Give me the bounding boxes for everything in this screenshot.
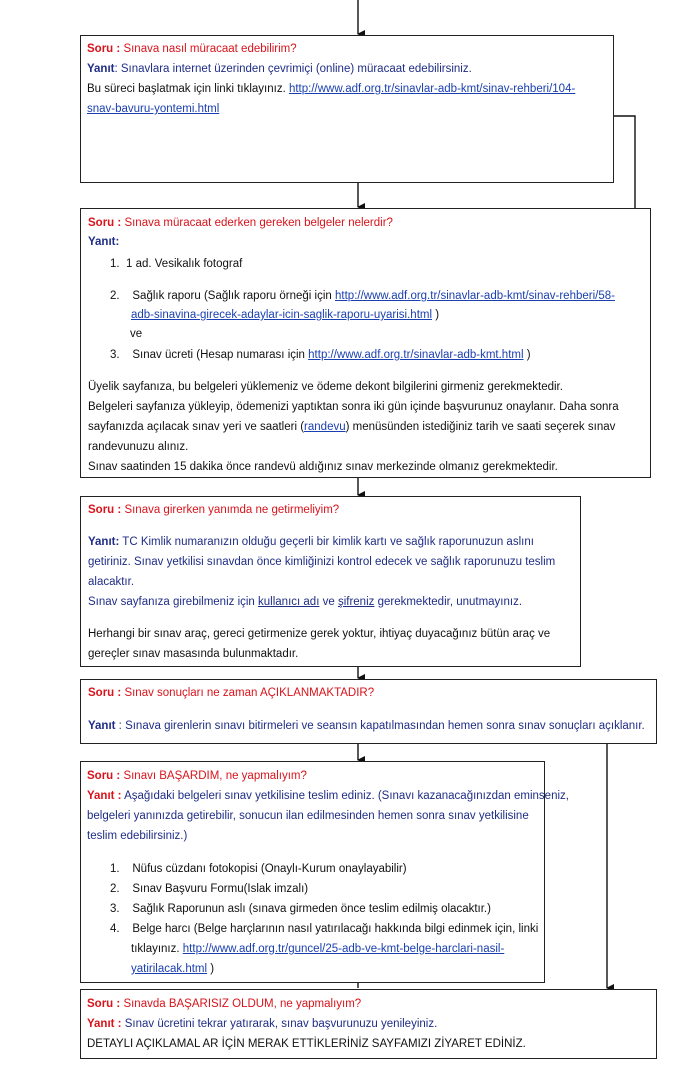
note-line: gereçler sınav masasında bulunmaktadır.: [88, 648, 299, 660]
yanit-label: Yanıt :: [87, 790, 122, 802]
answer-line: [88, 716, 645, 736]
answer-text: TC Kimlik numaranızın olduğu geçerli bir kimlik kartı ve sağlık raporunuzun aslını: [119, 536, 534, 548]
answer-line: [88, 592, 522, 612]
list-item: [110, 899, 491, 919]
q2-question-line: [88, 213, 393, 233]
answer-line: alacaktır.: [88, 576, 135, 588]
item-text: ): [207, 963, 215, 975]
paragraph: randevunuzu alınız.: [88, 441, 189, 453]
answer-text: : Sınava girenlerin sınavı bitirmeleri ve seansın kapatılmasından hemen sonra sınav sonuçları açıklanır.: [115, 720, 645, 732]
application-link-cont[interactable]: snav-bavuru-yontemi.html: [87, 103, 220, 115]
item-number: 4.: [110, 923, 120, 935]
fee-info-link-cont[interactable]: yatirilacak.html: [131, 963, 208, 975]
question-text: Sınavda BAŞARISIZ OLDUM, ne yapmalıyım?: [123, 998, 362, 1010]
answer-line: belgeleri yanınızda getirebilir, sonucun ilan edilmesinden hemen sonra sınav yetkilisine: [87, 810, 529, 822]
yanit-label: Yanıt:: [88, 236, 120, 248]
health-report-link[interactable]: http://www.adf.org.tr/sinavlar-adb-kmt/sinav-rehberi/58-: [335, 290, 615, 302]
item-text: Belge harcı (Belge harçlarının nasıl yatırılacağı hakkında bilgi edinmek için, linki: [132, 923, 539, 935]
item-text: Nüfus cüzdanı fotokopisi (Onaylı-Kurum onaylayabilir): [132, 863, 407, 875]
item-text: 1 ad. Vesikalık fotograf: [125, 258, 243, 270]
item-number: 3.: [110, 349, 120, 361]
answer-text: Sınav ücretini tekrar yatırarak, sınav başvurunuzu yenileyiniz.: [121, 1018, 438, 1030]
question-text: Sınava girerken yanımda ne getirmeliyim?: [124, 504, 340, 516]
answer-line: [88, 532, 534, 552]
answer-line: getiriniz. Sınav yetkilisi sınavdan önce kimliğinizi kontrol edecek ve sağlık raporunuzu teslim: [88, 556, 556, 568]
list-item: [110, 345, 531, 365]
note-line: Herhangi bir sınav araç, gereci getirmenize gerek yoktur, ihtiyaç duyacağınız bütün araç ve: [88, 628, 551, 640]
ve-text: ve: [130, 328, 143, 340]
item-text: Sağlık raporu (Sağlık raporu örneği için: [132, 290, 336, 302]
answer-text: Aşağıdaki belgeleri sınav yetkilisine teslim ediniz. (Sınavı kazanacağınızdan eminseniz,: [121, 790, 569, 802]
item-number: 1.: [110, 863, 120, 875]
answer-line: [87, 786, 569, 806]
yanit-label: Yanıt:: [88, 536, 120, 548]
account-number-link[interactable]: http://www.adf.org.tr/sinavlar-adb-kmt.html: [308, 349, 524, 361]
footer-note: DETAYLI AÇIKLAMAL AR İÇİN MERAK ETTİKLERİNİZ SAYFAMIZI ZİYARET EDİNİZ.: [87, 1038, 526, 1050]
paragraph-text: ) menüsünden istediğiniz tarih ve saati seçerek sınav: [345, 421, 616, 433]
list-item-cont: [131, 939, 504, 959]
soru-label: Soru :: [88, 687, 122, 699]
question-text: Sınava müracaat ederken gereken belgeler nelerdir?: [124, 217, 393, 229]
item-text: Sınav ücreti (Hesap numarası için: [132, 349, 309, 361]
yanit-label: Yanıt: [88, 720, 116, 732]
paragraph: Sınav saatinden 15 dakika önce randevü aldığınız sınav merkezinde olmanız gerekmektedir.: [88, 461, 558, 473]
yanit-label: Yanıt :: [87, 1018, 122, 1030]
paragraph: Üyelik sayfanıza, bu belgeleri yüklemeniz ve ödeme dekont bilgilerini girmeniz gerekmektedir.: [88, 381, 563, 393]
q1-link-line: [87, 79, 575, 99]
q1-question-line: [87, 39, 297, 59]
item-text: tıklayınız.: [131, 943, 183, 955]
answer-line: teslim edebilirsiniz.): [87, 830, 188, 842]
soru-label: Soru :: [87, 770, 121, 782]
q3-question-line: [88, 500, 339, 520]
question-text: Sınavı BAŞARDIM, ne yapmalıyım?: [123, 770, 307, 782]
item-text: ): [432, 309, 440, 321]
item-number: 3.: [110, 903, 120, 915]
answer-text: gerekmektedir, unutmayınız.: [374, 596, 523, 608]
question-text: Sınava nasıl müracaat edebilirim?: [123, 43, 297, 55]
item-text: ): [523, 349, 531, 361]
q6-question-line: [87, 994, 361, 1014]
item-number: 1.: [110, 258, 120, 270]
paragraph: [88, 417, 615, 437]
list-item: [110, 919, 538, 939]
username-term: kullanıcı adı: [258, 596, 320, 608]
answer-text: : Sınavlara internet üzerinden çevrimiçi (online) müracaat edebilirsiniz.: [114, 63, 472, 75]
paragraph-text: sayfanızda açılacak sınav yeri ve saatleri (: [88, 421, 305, 433]
q5-question-line: [87, 766, 307, 786]
password-term: şifreniz: [337, 596, 375, 608]
list-item: [110, 859, 407, 879]
item-number: 2.: [110, 290, 120, 302]
health-report-link-cont[interactable]: adb-sinavina-girecek-adaylar-icin-saglik-raporu-uyarisi.html: [131, 309, 433, 321]
answer-text: Sınav sayfanıza girebilmeniz için: [88, 596, 259, 608]
paragraph: Belgeleri sayfanıza yükleyip, ödemenizi yaptıktan sonra iki gün içinde başvurunuz onaylanır. Daha sonra: [88, 401, 619, 413]
link-intro-text: Bu süreci başlatmak için linki tıklayınız.: [87, 83, 289, 95]
item-number: 2.: [110, 883, 120, 895]
answer-text: ve: [319, 596, 338, 608]
yanit-label: Yanıt: [87, 63, 115, 75]
list-item: [110, 286, 615, 306]
list-item: [110, 879, 308, 899]
item-text: Sağlık Raporunun aslı (sınava girmeden önce teslim edilmiş olacaktır.): [132, 903, 491, 915]
randevu-link[interactable]: randevu: [304, 421, 346, 433]
soru-label: Soru :: [88, 504, 122, 516]
item-text: Sınav Başvuru Formu(Islak imzalı): [132, 883, 309, 895]
soru-label: Soru :: [87, 43, 121, 55]
soru-label: Soru :: [87, 998, 121, 1010]
list-item: [110, 254, 242, 274]
fee-info-link[interactable]: http://www.adf.org.tr/guncel/25-adb-ve-kmt-belge-harclari-nasil-: [182, 943, 505, 955]
q1-answer-line: [87, 59, 472, 79]
feedback-arrow: [614, 116, 635, 208]
soru-label: Soru :: [88, 217, 122, 229]
q4-question-line: [88, 683, 374, 703]
answer-line: [87, 1014, 437, 1034]
question-text: Sınav sonuçları ne zaman AÇIKLANMAKTADIR?: [124, 687, 375, 699]
application-link[interactable]: http://www.adf.org.tr/sinavlar-adb-kmt/sinav-rehberi/104-: [288, 83, 576, 95]
